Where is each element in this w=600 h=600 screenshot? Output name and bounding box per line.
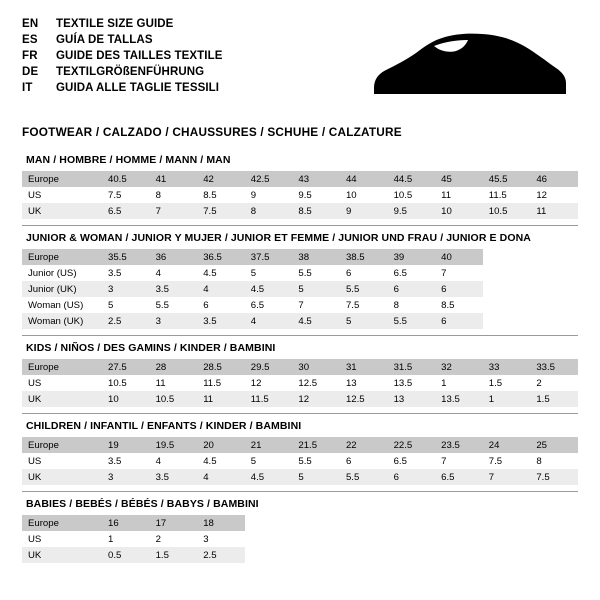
size-cell: 6.5 [435,469,483,485]
size-cell: 10.5 [150,391,198,407]
size-cell: 4.5 [245,281,293,297]
row-label: Woman (US) [22,297,102,313]
size-cell: 37.5 [245,249,293,265]
size-cell: 4 [197,469,245,485]
size-cell [483,515,531,531]
size-cell: 40.5 [102,171,150,187]
language-code: DE [22,66,39,78]
size-cell: 25 [530,437,578,453]
size-cell: 7.5 [483,453,531,469]
language-title: TEXTILE SIZE GUIDE [56,18,174,30]
row-label: US [22,531,102,547]
size-cell: 13.5 [388,375,436,391]
size-cell: 5 [292,469,340,485]
size-cell [388,547,436,563]
size-cell: 5 [340,313,388,329]
language-title: GUIDE DES TAILLES TEXTILE [56,50,223,62]
size-cell: 8 [150,187,198,203]
size-cell: 5.5 [292,265,340,281]
size-cell: 6 [388,281,436,297]
size-cell: 2 [150,531,198,547]
size-cell: 7 [435,265,483,281]
size-cell: 19 [102,437,150,453]
size-cell [435,531,483,547]
row-label: UK [22,469,102,485]
size-cell: 5 [102,297,150,313]
size-cell: 1.5 [150,547,198,563]
size-cell: 12.5 [292,375,340,391]
size-cell: 16 [102,515,150,531]
size-cell [340,531,388,547]
size-cell: 13 [388,391,436,407]
size-cell: 17 [150,515,198,531]
size-cell [245,515,293,531]
size-cell: 10 [435,203,483,219]
size-cell: 4.5 [197,453,245,469]
size-cell: 3 [102,281,150,297]
size-cell: 3.5 [150,469,198,485]
size-cell: 46 [530,171,578,187]
table-row [22,313,578,329]
size-cell [388,531,436,547]
row-label: UK [22,547,102,563]
size-cell [483,547,531,563]
row-label: Europe [22,437,102,453]
size-cell: 42 [197,171,245,187]
row-label: Europe [22,359,102,375]
size-cell: 20 [197,437,245,453]
size-cell: 7 [435,453,483,469]
size-cell: 6 [340,453,388,469]
language-title: GUIDA ALLE TAGLIE TESSILI [56,82,220,94]
size-cell: 31.5 [388,359,436,375]
table-header-row [22,249,578,265]
language-code: FR [22,50,38,62]
size-cell [530,297,578,313]
size-cell: 33 [483,359,531,375]
size-cell: 9.5 [292,187,340,203]
size-cell: 10 [102,391,150,407]
size-cell: 5 [245,265,293,281]
size-cell: 7.5 [102,187,150,203]
size-cell: 6.5 [388,265,436,281]
size-cell: 21 [245,437,293,453]
size-cell: 10.5 [483,203,531,219]
size-cell [483,265,531,281]
size-cell: 24 [483,437,531,453]
row-label: Europe [22,171,102,187]
size-cell: 4 [150,265,198,281]
size-section-children [22,413,578,491]
size-cell: 6 [340,265,388,281]
size-table [22,515,578,563]
section-title: MAN / HOMBRE / HOMME / MANN / MAN [26,154,231,166]
size-cell: 3.5 [102,453,150,469]
size-cell: 28.5 [197,359,245,375]
size-cell [245,547,293,563]
size-cell: 9 [245,187,293,203]
size-cell: 7 [483,469,531,485]
row-label: US [22,375,102,391]
size-cell: 6 [435,313,483,329]
size-cell: 6.5 [102,203,150,219]
size-cell [530,515,578,531]
row-label: UK [22,391,102,407]
size-cell: 4.5 [292,313,340,329]
size-cell: 11 [530,203,578,219]
size-cell: 35.5 [102,249,150,265]
size-cell: 44 [340,171,388,187]
table-header-row [22,515,578,531]
size-cell [292,531,340,547]
size-cell: 41 [150,171,198,187]
size-cell: 7.5 [530,469,578,485]
table-row [22,203,578,219]
size-cell: 10 [340,187,388,203]
row-label: Europe [22,249,102,265]
size-cell: 2.5 [197,547,245,563]
size-cell: 7.5 [197,203,245,219]
size-cell: 44.5 [388,171,436,187]
size-cell: 8.5 [292,203,340,219]
size-cell: 9.5 [388,203,436,219]
table-row [22,297,578,313]
size-cell: 19.5 [150,437,198,453]
size-cell: 4 [150,453,198,469]
size-cell: 18 [197,515,245,531]
size-cell: 4.5 [245,469,293,485]
size-cell: 12.5 [340,391,388,407]
size-cell: 2.5 [102,313,150,329]
section-title: KIDS / NIÑOS / DES GAMINS / KINDER / BAMBINI [26,342,276,354]
size-cell: 13.5 [435,391,483,407]
size-cell: 0.5 [102,547,150,563]
row-label: Junior (US) [22,265,102,281]
table-row [22,187,578,203]
size-cell: 8 [530,453,578,469]
size-cell [530,265,578,281]
size-cell: 11 [435,187,483,203]
size-cell [292,515,340,531]
size-cell: 11 [197,391,245,407]
table-header-row [22,437,578,453]
size-cell: 5 [292,281,340,297]
size-cell: 45 [435,171,483,187]
size-cell: 13 [340,375,388,391]
size-cell [340,547,388,563]
table-row [22,453,578,469]
size-cell: 5.5 [340,469,388,485]
section-title: JUNIOR & WOMAN / JUNIOR Y MUJER / JUNIOR ET FEMME / JUNIOR UND FRAU / JUNIOR E DONA [26,232,531,244]
size-cell: 38.5 [340,249,388,265]
size-cell: 28 [150,359,198,375]
size-cell: 8.5 [197,187,245,203]
size-cell: 7 [150,203,198,219]
size-cell [435,515,483,531]
size-cell: 29.5 [245,359,293,375]
size-table [22,171,578,219]
size-cell: 40 [435,249,483,265]
size-section-babies [22,491,578,569]
language-code: ES [22,34,38,46]
size-cell: 3.5 [150,281,198,297]
size-cell: 27.5 [102,359,150,375]
size-cell [435,547,483,563]
size-cell: 2 [530,375,578,391]
size-cell: 6.5 [245,297,293,313]
size-cell: 4.5 [197,265,245,281]
size-cell: 4 [245,313,293,329]
row-label: Junior (UK) [22,281,102,297]
size-cell [530,281,578,297]
size-cell: 1.5 [483,375,531,391]
size-cell: 5.5 [340,281,388,297]
row-label: US [22,187,102,203]
row-label: Woman (UK) [22,313,102,329]
table-row [22,391,578,407]
size-cell: 1 [102,531,150,547]
size-cell [483,531,531,547]
table-row [22,531,578,547]
size-cell: 5 [245,453,293,469]
language-title: GUÍA DE TALLAS [56,34,153,46]
size-cell: 3 [102,469,150,485]
section-title: CHILDREN / INFANTIL / ENFANTS / KINDER / BAMBINI [26,420,302,432]
size-cell: 12 [245,375,293,391]
size-cell: 38 [292,249,340,265]
size-cell [530,531,578,547]
table-row [22,265,578,281]
size-cell: 32 [435,359,483,375]
language-title: TEXTILGRÖßENFÜHRUNG [56,66,205,78]
size-cell: 12 [530,187,578,203]
size-cell: 5.5 [388,313,436,329]
size-cell: 7 [292,297,340,313]
size-table [22,437,578,485]
size-cell: 10.5 [388,187,436,203]
size-cell: 39 [388,249,436,265]
size-cell: 3.5 [102,265,150,281]
size-cell: 5.5 [150,297,198,313]
size-cell: 36 [150,249,198,265]
size-cell: 4 [197,281,245,297]
size-cell: 3 [197,531,245,547]
size-cell: 8 [388,297,436,313]
size-cell: 11.5 [483,187,531,203]
size-cell [245,531,293,547]
size-cell: 8.5 [435,297,483,313]
size-cell: 6 [435,281,483,297]
size-cell: 6 [197,297,245,313]
size-cell: 22 [340,437,388,453]
size-section-man [22,148,578,225]
size-cell: 36.5 [197,249,245,265]
size-cell: 12 [292,391,340,407]
dress-shoe-icon [370,32,570,100]
size-cell [388,515,436,531]
size-cell: 31 [340,359,388,375]
size-section-kids [22,335,578,413]
row-label: UK [22,203,102,219]
size-cell: 43 [292,171,340,187]
size-cell [483,249,531,265]
language-row [22,16,578,32]
size-cell: 45.5 [483,171,531,187]
size-cell [292,547,340,563]
size-cell [340,515,388,531]
size-section-junior-woman [22,225,578,335]
size-cell: 1 [483,391,531,407]
size-cell: 11.5 [245,391,293,407]
table-header-row [22,359,578,375]
size-cell: 21.5 [292,437,340,453]
language-code: IT [22,82,33,94]
size-cell: 33.5 [530,359,578,375]
size-cell: 5.5 [292,453,340,469]
size-cell: 22.5 [388,437,436,453]
language-code: EN [22,18,39,30]
table-row [22,469,578,485]
size-cell: 42.5 [245,171,293,187]
table-header-row [22,171,578,187]
size-cell: 1 [435,375,483,391]
size-cell: 3.5 [197,313,245,329]
size-cell: 10.5 [102,375,150,391]
size-sections [22,148,578,569]
size-cell: 23.5 [435,437,483,453]
size-cell: 11.5 [197,375,245,391]
row-label: US [22,453,102,469]
size-cell [483,313,531,329]
size-table [22,249,578,329]
size-cell: 9 [340,203,388,219]
section-title: BABIES / BEBÉS / BÉBÉS / BABYS / BAMBINI [26,498,259,510]
size-cell: 8 [245,203,293,219]
size-cell [530,313,578,329]
size-cell [530,547,578,563]
size-cell: 7.5 [340,297,388,313]
table-row [22,375,578,391]
row-label: Europe [22,515,102,531]
size-cell: 1.5 [530,391,578,407]
size-table [22,359,578,407]
size-cell: 3 [150,313,198,329]
size-cell [530,249,578,265]
page-header [22,16,578,108]
table-row [22,281,578,297]
size-cell: 30 [292,359,340,375]
size-cell: 6 [388,469,436,485]
size-cell: 11 [150,375,198,391]
size-cell [483,281,531,297]
table-row [22,547,578,563]
category-line: FOOTWEAR / CALZADO / CHAUSSURES / SCHUHE / CALZATURE [22,125,402,139]
size-cell: 6.5 [388,453,436,469]
size-cell [483,297,531,313]
